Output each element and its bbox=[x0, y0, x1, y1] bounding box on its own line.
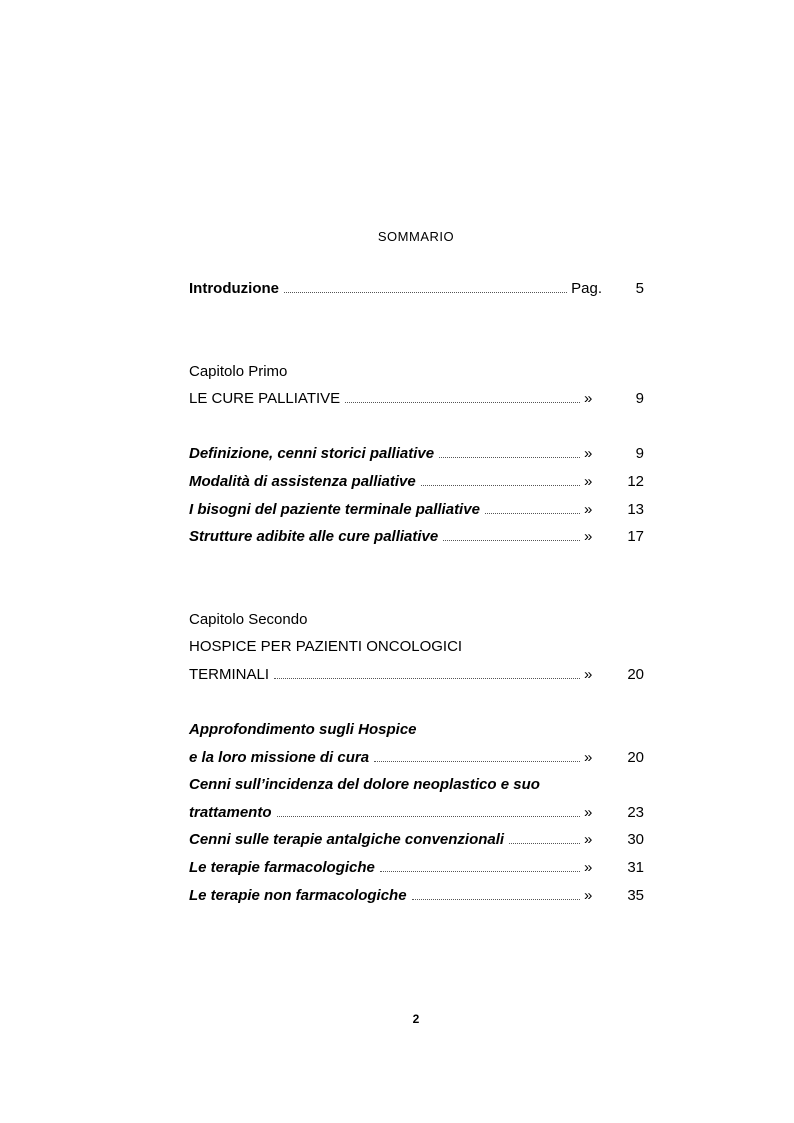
toc-entry bbox=[189, 831, 644, 853]
chapter-label: Capitolo Primo bbox=[189, 363, 288, 380]
toc-entry-separator: » bbox=[584, 749, 593, 766]
toc-entry-page: 31 bbox=[627, 859, 644, 876]
toc-entry-page: 12 bbox=[627, 473, 644, 490]
toc-entry bbox=[189, 804, 644, 826]
toc-entry-title: Le terapie farmacologiche bbox=[189, 859, 375, 876]
toc-entry-pag-label: Pag. bbox=[571, 280, 602, 297]
toc-entry-title: TERMINALI bbox=[189, 666, 270, 683]
toc-entry-title: trattamento bbox=[189, 804, 272, 821]
toc-entry-title: Strutture adibite alle cure palliative bbox=[189, 528, 439, 545]
toc-entry-title: I bisogni del paziente terminale palliative bbox=[189, 501, 480, 518]
toc-entry-page: 5 bbox=[635, 280, 644, 297]
toc-entry-introduzione bbox=[189, 280, 644, 302]
toc-entry-page: 20 bbox=[627, 749, 644, 766]
dot-leader bbox=[485, 501, 580, 514]
toc-entry bbox=[189, 528, 644, 550]
toc-entry-title: e la loro missione di cura bbox=[189, 749, 370, 766]
toc-entry-page: 20 bbox=[627, 666, 644, 683]
toc-entry-separator: » bbox=[584, 831, 593, 848]
toc-entry-title: Introduzione bbox=[189, 280, 279, 297]
dot-leader bbox=[509, 831, 580, 844]
dot-leader bbox=[277, 804, 580, 817]
toc-entry bbox=[189, 887, 644, 909]
dot-leader bbox=[374, 749, 580, 762]
dot-leader bbox=[412, 887, 580, 900]
toc-entry-page: 17 bbox=[627, 528, 644, 545]
toc-entry-page: 13 bbox=[627, 501, 644, 518]
toc-heading: SOMMARIO bbox=[377, 229, 455, 244]
toc-entry-page: 23 bbox=[627, 804, 644, 821]
toc-entry-chapter1-title bbox=[189, 390, 644, 412]
toc-entry bbox=[189, 859, 644, 881]
toc-entry-separator: » bbox=[584, 473, 593, 490]
toc-entry-chapter2-title bbox=[189, 666, 644, 688]
toc-entry-title: Le terapie non farmacologiche bbox=[189, 887, 407, 904]
toc-entry-page: 35 bbox=[627, 887, 644, 904]
toc-entry-separator: » bbox=[584, 501, 593, 518]
toc-entry-title-line: Cenni sull’incidenza del dolore neoplastico e suo bbox=[189, 776, 540, 793]
toc-entry-separator: » bbox=[584, 887, 593, 904]
toc-entry-page: 30 bbox=[627, 831, 644, 848]
toc-entry bbox=[189, 473, 644, 495]
dot-leader bbox=[345, 390, 580, 403]
toc-entry-title: Modalità di assistenza palliative bbox=[189, 473, 416, 490]
toc-entry-page: 9 bbox=[635, 390, 644, 407]
chapter-label: Capitolo Secondo bbox=[189, 611, 308, 628]
dot-leader bbox=[443, 528, 580, 541]
toc-entry-title: Cenni sulle terapie antalgiche convenzionali bbox=[189, 831, 505, 848]
dot-leader bbox=[274, 666, 580, 679]
toc-entry-separator: » bbox=[584, 528, 593, 545]
toc-entry bbox=[189, 501, 644, 523]
toc-entry-separator: » bbox=[584, 390, 593, 407]
toc-entry-separator: » bbox=[584, 666, 593, 683]
chapter-title-line: HOSPICE PER PAZIENTI ONCOLOGICI bbox=[189, 638, 463, 655]
page-number: 2 bbox=[412, 1012, 420, 1026]
toc-entry bbox=[189, 445, 644, 467]
dot-leader bbox=[284, 280, 567, 293]
toc-entry bbox=[189, 749, 644, 771]
dot-leader bbox=[380, 859, 580, 872]
toc-entry-title-line: Approfondimento sugli Hospice bbox=[189, 721, 417, 738]
toc-entry-title: LE CURE PALLIATIVE bbox=[189, 390, 341, 407]
dot-leader bbox=[439, 445, 580, 458]
toc-entry-separator: » bbox=[584, 445, 593, 462]
toc-entry-title: Definizione, cenni storici palliative bbox=[189, 445, 435, 462]
dot-leader bbox=[421, 473, 580, 486]
toc-entry-separator: » bbox=[584, 804, 593, 821]
toc-entry-page: 9 bbox=[635, 445, 644, 462]
toc-entry-separator: » bbox=[584, 859, 593, 876]
